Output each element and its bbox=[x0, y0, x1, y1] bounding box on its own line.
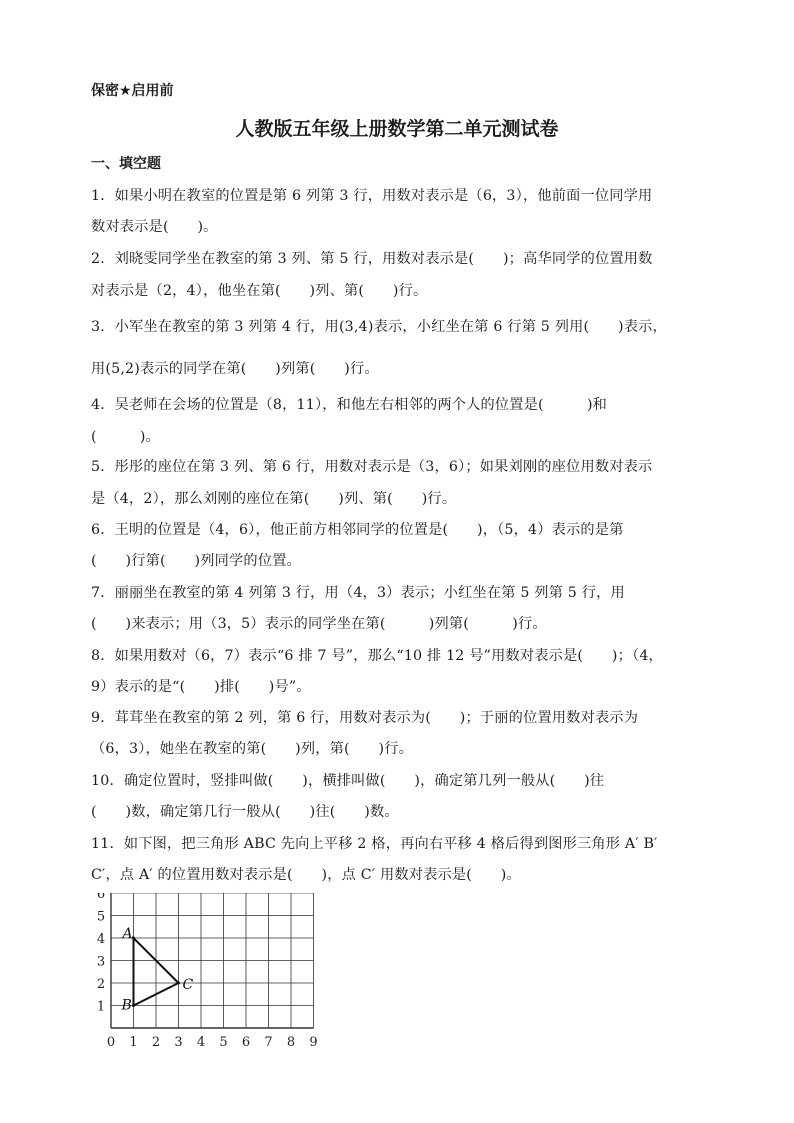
question-5-line-2: 是（4，2），那么刘刚的座位在第( )列、第( )行。 bbox=[91, 491, 457, 507]
question-8-line-1: 8．如果用数对（6，7）表示“6 排 7 号”，那么“10 排 12 号”用数对表示是( )；（4， bbox=[91, 648, 663, 664]
question-10-line-2: ( )数，确定第几行一般从( )往( )数。 bbox=[91, 804, 399, 820]
page-title: 人教版五年级上册数学第二单元测试卷 bbox=[235, 118, 559, 140]
x-tick-label: 4 bbox=[196, 1035, 206, 1050]
x-tick-label: 3 bbox=[174, 1035, 183, 1050]
vertex-point-c bbox=[177, 982, 180, 985]
x-tick-label: 5 bbox=[219, 1035, 228, 1050]
question-1-line-2: 数对表示是( )。 bbox=[91, 219, 218, 235]
question-4-line-2: ( )。 bbox=[91, 429, 161, 445]
y-tick-label: 1 bbox=[96, 999, 106, 1015]
question-6-line-2: ( )行第( )列同学的位置。 bbox=[91, 553, 301, 569]
y-tick-label: 5 bbox=[96, 909, 106, 925]
question-6-line-1: 6．王明的位置是（4，6），他正前方相邻同学的位置是( )，（5，4）表示的是第 bbox=[91, 522, 624, 538]
question-1-line-1: 1．如果小明在教室的位置是第 6 列第 3 行，用数对表示是（6，3），他前面一位同学用 bbox=[91, 188, 653, 204]
question-7-line-2: ( )来表示；用（3，5）表示的同学坐在第( )列第( )行。 bbox=[91, 616, 547, 632]
question-8-line-2: 9）表示的是“( )排( )号”。 bbox=[91, 679, 311, 695]
x-tick-label: 9 bbox=[309, 1035, 318, 1050]
y-tick-label: 4 bbox=[96, 932, 106, 947]
y-tick-label: 2 bbox=[96, 977, 106, 992]
question-7-line-1: 7．丽丽坐在教室的第 4 列第 3 行，用（4，3）表示；小红坐在第 5 列第 5 行，用 bbox=[91, 585, 625, 601]
x-tick-label: 2 bbox=[151, 1035, 161, 1050]
x-tick-label: 1 bbox=[129, 1035, 138, 1050]
question-3-line-1: 3．小军坐在教室的第 3 列第 4 行，用(3,4)表示，小红坐在第 6 行第 5 列用( )表示， bbox=[91, 319, 667, 335]
question-5-line-1: 5．彤彤的座位在第 3 列、第 6 行，用数对表示是（3，6）；如果刘刚的座位用数对表示 bbox=[91, 459, 653, 475]
question-2-line-2: 对表示是（2，4），他坐在第( )列、第( )行。 bbox=[91, 283, 428, 299]
x-tick-label: 8 bbox=[286, 1035, 296, 1050]
question-9-line-2: （6，3），她坐在教室的第( )列，第( )行。 bbox=[91, 741, 414, 757]
coordinate-grid-figure bbox=[90, 893, 330, 1053]
vertex-label-c: C bbox=[182, 977, 194, 993]
question-3-line-2: 用(5,2)表示的同学在第( )列第( )行。 bbox=[91, 361, 379, 377]
question-10-line-1: 10．确定位置时，竖排叫做( )，横排叫做( )，确定第几列一般从( )往 bbox=[91, 773, 605, 789]
section-heading: 一、填空题 bbox=[91, 156, 161, 172]
x-tick-label: 0 bbox=[106, 1035, 116, 1050]
x-tick-label: 7 bbox=[264, 1035, 273, 1050]
vertex-point-b bbox=[132, 1004, 135, 1007]
question-11-line-1: 11．如下图，把三角形 ABC 先向上平移 2 格，再向右平移 4 格后得到图形三角形 A′ B′ bbox=[91, 836, 658, 852]
vertex-label-a: A bbox=[122, 926, 133, 942]
y-tick-label: 6 bbox=[96, 893, 106, 902]
confidential-label: 保密★启用前 bbox=[91, 83, 174, 99]
x-tick-label: 6 bbox=[241, 1035, 251, 1050]
question-11-line-2: C′，点 A′ 的位置用数对表示是( )，点 C′ 用数对表示是( )。 bbox=[91, 867, 521, 883]
coordinate-grid bbox=[90, 893, 330, 1053]
vertex-label-b: B bbox=[121, 997, 132, 1014]
y-tick-label: 3 bbox=[96, 954, 106, 970]
question-2-line-1: 2．刘晓雯同学坐在教室的第 3 列、第 5 行，用数对表示是( )；高华同学的位置用数 bbox=[91, 251, 653, 267]
question-9-line-1: 9．茸茸坐在教室的第 2 列，第 6 行，用数对表示为( )；于丽的位置用数对表示为 bbox=[91, 710, 639, 726]
question-4-line-1: 4．吴老师在会场的位置是（8，11），和他左右相邻的两个人的位置是( )和 bbox=[91, 397, 608, 413]
